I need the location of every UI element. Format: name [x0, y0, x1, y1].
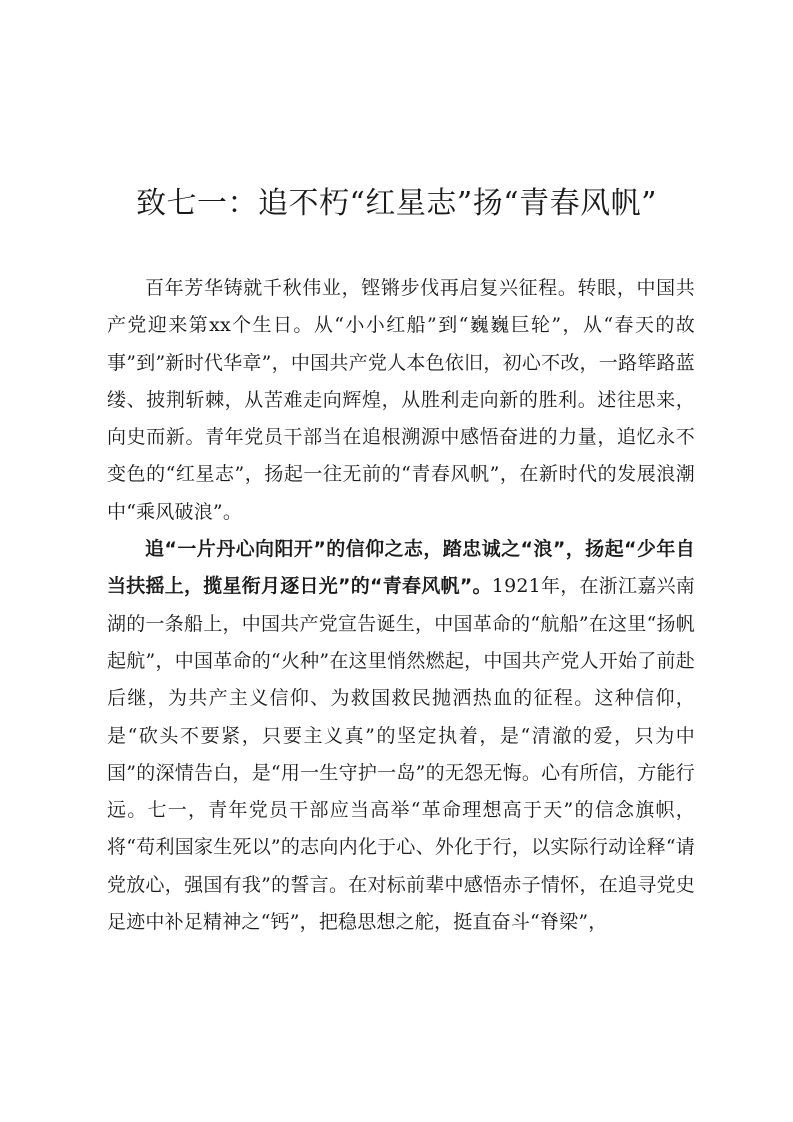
paragraph-section-1 [107, 531, 695, 941]
article-body [107, 270, 695, 941]
section-heading-lead: 追“一片丹心向阳开”的信仰之志，踏忠诚之“浪”，扬起“少年自当扶摇上，揽星衔月逐日光”的“青春风帆”。 [107, 538, 695, 598]
page-title: 致七一：追不朽“红星志”扬“青春风帆” [136, 186, 657, 221]
paragraph-intro: 百年芳华铸就千秋伟业，铿锵步伐再启复兴征程。转眼，中国共产党迎来第xx个生日。从“小小红船”到“巍巍巨轮”，从“春天的故事”到”新时代华章”，中国共产党人本色依旧，初心不改，一路筚路蓝缕、披荆斩棘，从苦难走向辉煌，从胜利走向新的胜利。述往思来，向史而新。青年党员干部当在追根溯源中感悟奋进的力量，追忆永不变色的“红星志”，扬起一往无前的“青春风帆”，在新时代的发展浪潮中“乘风破浪”。 [107, 277, 695, 523]
section-body-text: 1921年，在浙江嘉兴南湖的一条船上，中国共产党宣告诞生，中国革命的“航船”在这里“扬帆起航”，中国革命的“火种”在这里悄然燃起，中国共产党人开始了前赴后继，为共产主义信仰、为救国救民抛洒热血的征程。这种信仰，是“砍头不要紧，只要主义真”的坚定执着，是“清澈的爱，只为中国”的深情告白，是“用一生守护一岛”的无怨无悔。心有所信，方能行远。七一，青年党员干部应当高举“革命理想高于天”的信念旗帜，将“苟利国家生死以”的志向内化于心、外化于行，以实际行动诠释“请党放心，强国有我”的誓言。在对标前辈中感悟赤子情怀，在追寻党史足迹中补足精神之“钙”，把稳思想之舵，挺直奋斗“脊梁”， [107, 575, 695, 934]
